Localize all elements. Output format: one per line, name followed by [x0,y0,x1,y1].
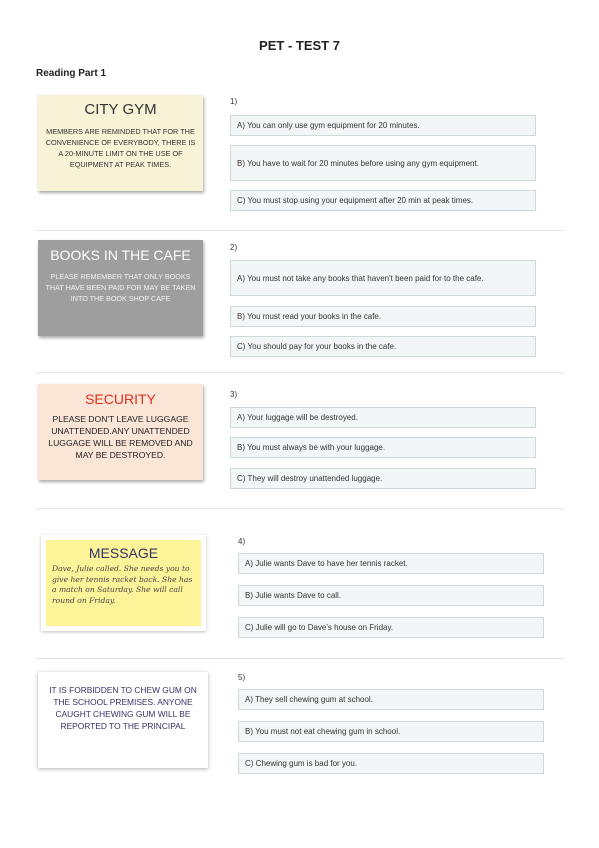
question-number: 1) [230,97,238,106]
option-a[interactable]: A) You can only use gym equipment for 20 minutes. [230,115,536,136]
notice-security [38,384,203,480]
question-number: 3) [230,390,238,399]
option-b[interactable]: B) Julie wants Dave to call. [238,585,544,606]
option-a[interactable]: A) Julie wants Dave to have her tennis racket. [238,553,544,574]
separator [36,658,564,659]
notice-chewing-gum [38,672,208,768]
notice-body: MEMBERS ARE REMINDED THAT FOR THE CONVENIENCE OF EVERYBODY, THERE IS A 20-MINUTE LIMIT ON THE USE OF EQUIPMENT AT PEAK TIMES. [45,127,196,169]
notice-heading: CITY GYM [84,101,157,118]
option-b[interactable]: B) You must read your books in the cafe. [230,306,536,327]
separator [36,372,564,373]
separator [36,230,564,231]
section-subtitle: Reading Part 1 [36,68,107,79]
option-b[interactable]: B) You have to wait for 20 minutes before using any gym equipment. [230,145,536,181]
question-number: 2) [230,243,238,252]
separator [36,508,564,509]
notice-message [41,535,206,631]
question-number: 4) [238,537,246,546]
notice-body: Dave, Julie called. She needs you to give her tennis racket back. She has a match on Saturday. She will call round on Friday. [52,564,193,605]
notice-body: PLEASE DON'T LEAVE LUGGAGE UNATTENDED.ANY UNATTENDED LUGGAGE WILL BE REMOVED AND MAY BE DESTROYED. [48,414,193,460]
option-a[interactable]: A) Your luggage will be destroyed. [230,407,536,428]
notice-books-cafe [38,240,203,336]
notice-city-gym [38,95,203,191]
notice-heading: MESSAGE [88,545,159,561]
option-b[interactable]: B) You must always be with your luggage. [230,437,536,458]
page-title: PET - TEST 7 [259,38,340,53]
notice-heading: BOOKS IN THE CAFE [50,247,191,263]
notice-body: IT IS FORBIDDEN TO CHEW GUM ON THE SCHOOL PREMISES. ANYONE CAUGHT CHEWING GUM WILL BE REPORTED TO THE PRINCIPAL [49,685,197,731]
option-a[interactable]: A) You must not take any books that haven't been paid for to the cafe. [230,260,536,296]
option-c[interactable]: C) You should pay for your books in the cafe. [230,336,536,357]
sticky-note [46,540,201,626]
notice-body: PLEASE REMEMBER THAT ONLY BOOKS THAT HAVE BEEN PAID FOR MAY BE TAKEN INTO THE BOOK SHOP CAFE [45,272,196,303]
option-a[interactable]: A) They sell chewing gum at school. [238,689,544,710]
option-c[interactable]: C) You must stop using your equipment after 20 min at peak times. [230,190,536,211]
option-c[interactable]: C) Chewing gum is bad for you. [238,753,544,774]
option-c[interactable]: C) Julie will go to Dave's house on Friday. [238,617,544,638]
notice-heading: SECURITY [85,391,156,407]
option-b[interactable]: B) You must not eat chewing gum in school. [238,721,544,742]
question-number: 5) [238,673,246,682]
option-c[interactable]: C) They will destroy unattended luggage. [230,468,536,489]
